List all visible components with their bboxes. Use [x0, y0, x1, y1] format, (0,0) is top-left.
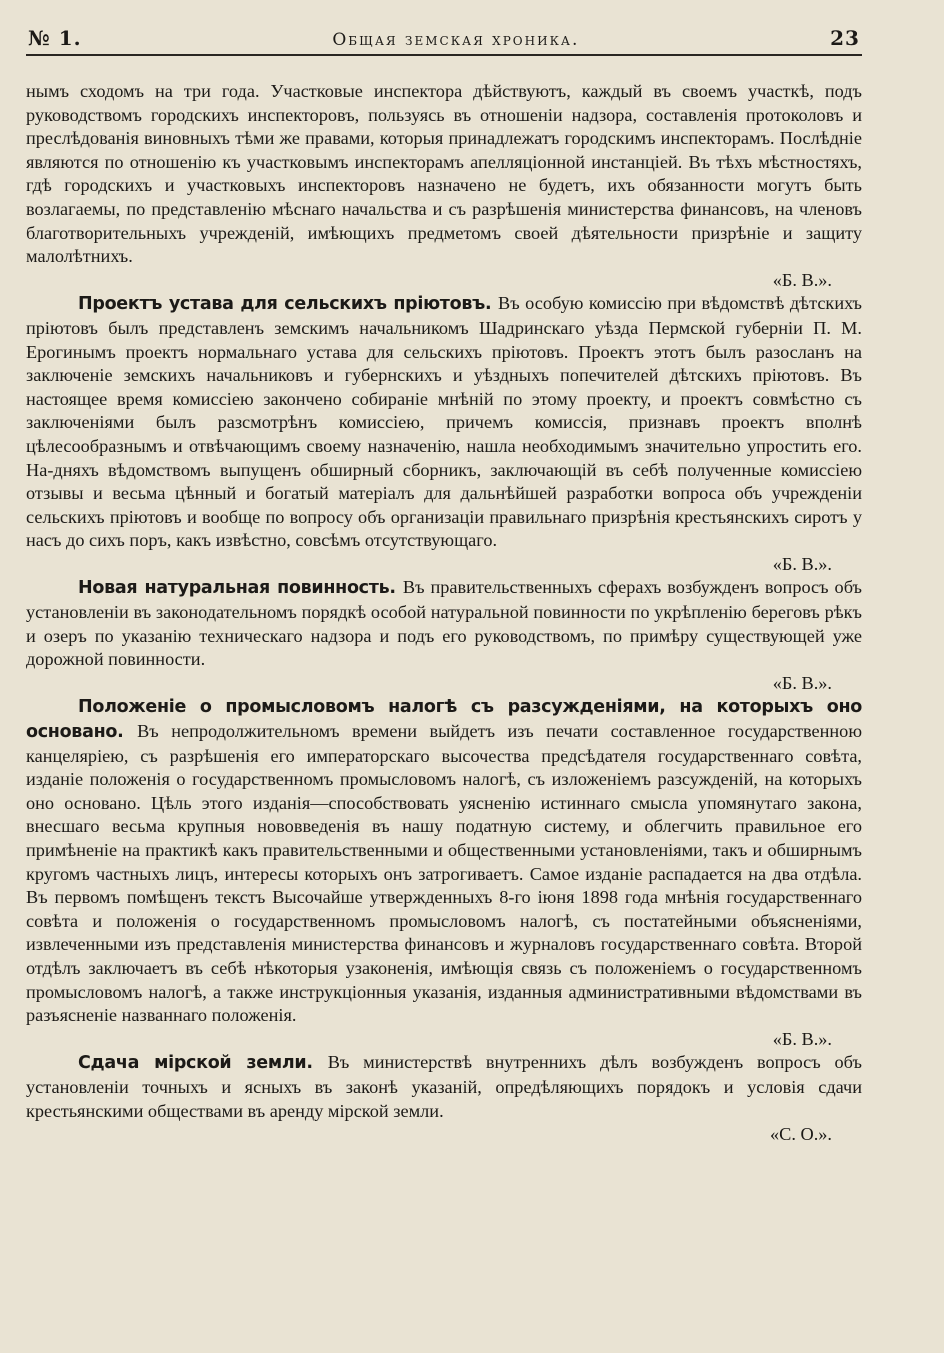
article-trade-tax	[26, 695, 862, 1027]
signature: «С. О.».	[770, 1124, 832, 1145]
article-body	[26, 80, 862, 1147]
paragraph-text: Въ особую комиссію при вѣдомствѣ дѣтскихъ пріютовъ былъ представленъ земскимъ начальникомъ Шадринскаго уѣзда Пермской губерніи П. М. Ерогинымъ проектъ нормальнаго устава для сельскихъ пріютовъ. Проектъ этотъ былъ разосланъ на заключеніе земскихъ начальниковъ и губернскихъ и уѣздныхъ попечителей дѣтскихъ пріютовъ. Въ настоящее время комиссіею закончено собираніе мнѣній по этому проекту, и проектъ совмѣстно съ заключеніями былъ разсмотрѣнъ комиссіею, причемъ комиссія, признавъ проектъ вполнѣ цѣлесообразнымъ и отвѣчающимъ своему назначенію, нашла необходимымъ значительно упростить его. На-дняхъ вѣдомствомъ выпущенъ обширный сборникъ, заключающій въ себѣ полученные комиссіею отзывы и весьма цѣнный и богатый матеріалъ для дальнѣйшей разработки вопроса объ учрежденіи сельскихъ пріютовъ и вообще по вопросу объ организаціи правильнаго призрѣнія крестьянскихъ сиротъ у насъ до сихъ поръ, какъ извѣстно, совсѣмъ отсутствующаго.	[26, 293, 862, 551]
paragraph-text: Въ непродолжительномъ времени выйдетъ изъ печати составленное государственною канцеляріею, съ разрѣшенія его императорскаго высочества предсѣдателя государственнаго совѣта, изданіе положенія о государственномъ промысловомъ налогѣ, съ изложеніемъ разсужденій, на которыхъ оно основано. Цѣль этого изданія—способствовать уясненію истиннаго смысла упомянутаго закона, внесшаго весьма крупныя нововведенія въ нашу податную систему, и облегчить правильное его примѣненіе на практикѣ какъ правительственными и общественными установленіями, такъ и обширнымъ кругомъ частныхъ лицъ, интересы которыхъ онъ затрогиваетъ. Самое изданіе распадается на два отдѣла. Въ первомъ помѣщенъ текстъ Высочайше утвержденныхъ 8-го іюня 1898 года мнѣнія государственнаго совѣта и положенія о государственномъ промысловомъ налогѣ, съ постатейными объясненіями, извлеченными изъ представленія министерства финансовъ и журналовъ государственнаго совѣта. Второй отдѣлъ заключаетъ въ себѣ нѣкоторыя узаконенія, имѣющія связь съ положеніемъ о государственномъ промысловомъ налогѣ, а также инструкціонныя указанія, изданныя административными вѣдомствами въ разъясненіе названнаго положенія.	[26, 721, 862, 1026]
signature: «Б. В.».	[772, 672, 832, 693]
running-header	[26, 26, 862, 56]
journal-section-title: Общая земская хроника.	[332, 30, 580, 50]
article-communal-land	[26, 1051, 862, 1123]
article-heading: Новая натуральная повинность.	[78, 578, 403, 599]
article-shelter-charter	[26, 292, 862, 553]
signature: «Б. В.».	[772, 269, 832, 290]
issue-number: № 1.	[28, 26, 82, 50]
paragraph-text: Въ министерствѣ внутреннихъ дѣлъ возбужденъ вопросъ объ установленіи точныхъ и ясныхъ въ законѣ указаній, опредѣляющихъ порядокъ и условія сдачи крестьянскими обществами въ аренду мірской земли.	[26, 1052, 862, 1121]
paragraph-text: нымъ сходомъ на три года. Участковые инспектора дѣйствуютъ, каждый въ своемъ участкѣ, подъ руководствомъ городскихъ инспекторовъ, пользуясь въ отношеніи надзора, составленія протоколовъ и преслѣдованія виновныхъ тѣми же правами, которыя принадлежатъ городскимъ инспекторамъ. Послѣдніе являются по отношенію къ участковымъ инспекторамъ апелляціонной инстанціей. Въ тѣхъ мѣстностяхъ, гдѣ городскихъ и участковыхъ инспекторовъ назначено не будетъ, ихъ обязанности могутъ быть возлагаемы, по представленію мѣснаго начальства и съ разрѣшенія министерства финансовъ, на членовъ благотворительныхъ учрежденій, имѣющихъ предметомъ своей дѣятельности призрѣніе и защиту малолѣтнихъ.	[26, 81, 862, 267]
signature: «Б. В.».	[772, 1028, 832, 1049]
paragraph-text: Въ правительственныхъ сферахъ возбужденъ вопросъ объ установленіи въ законодательномъ порядкѣ особой натуральной повинности по укрѣпленію береговъ рѣкъ и озеръ по указанію техническаго надзора и подъ его руководствомъ, по примѣру существующей уже дорожной повинности.	[26, 577, 863, 670]
article-natural-duty	[26, 576, 862, 671]
article-heading: Сдача мірской земли.	[78, 1053, 328, 1074]
signature: «Б. В.».	[772, 553, 832, 574]
article-heading: Проектъ устава для сельскихъ пріютовъ.	[78, 294, 499, 315]
paragraph-continuation	[26, 80, 862, 269]
page-number: 23	[830, 26, 860, 50]
article-heading: Положеніе о промысловомъ налогѣ съ разсужденіями, на которыхъ оно основано.	[26, 697, 862, 743]
